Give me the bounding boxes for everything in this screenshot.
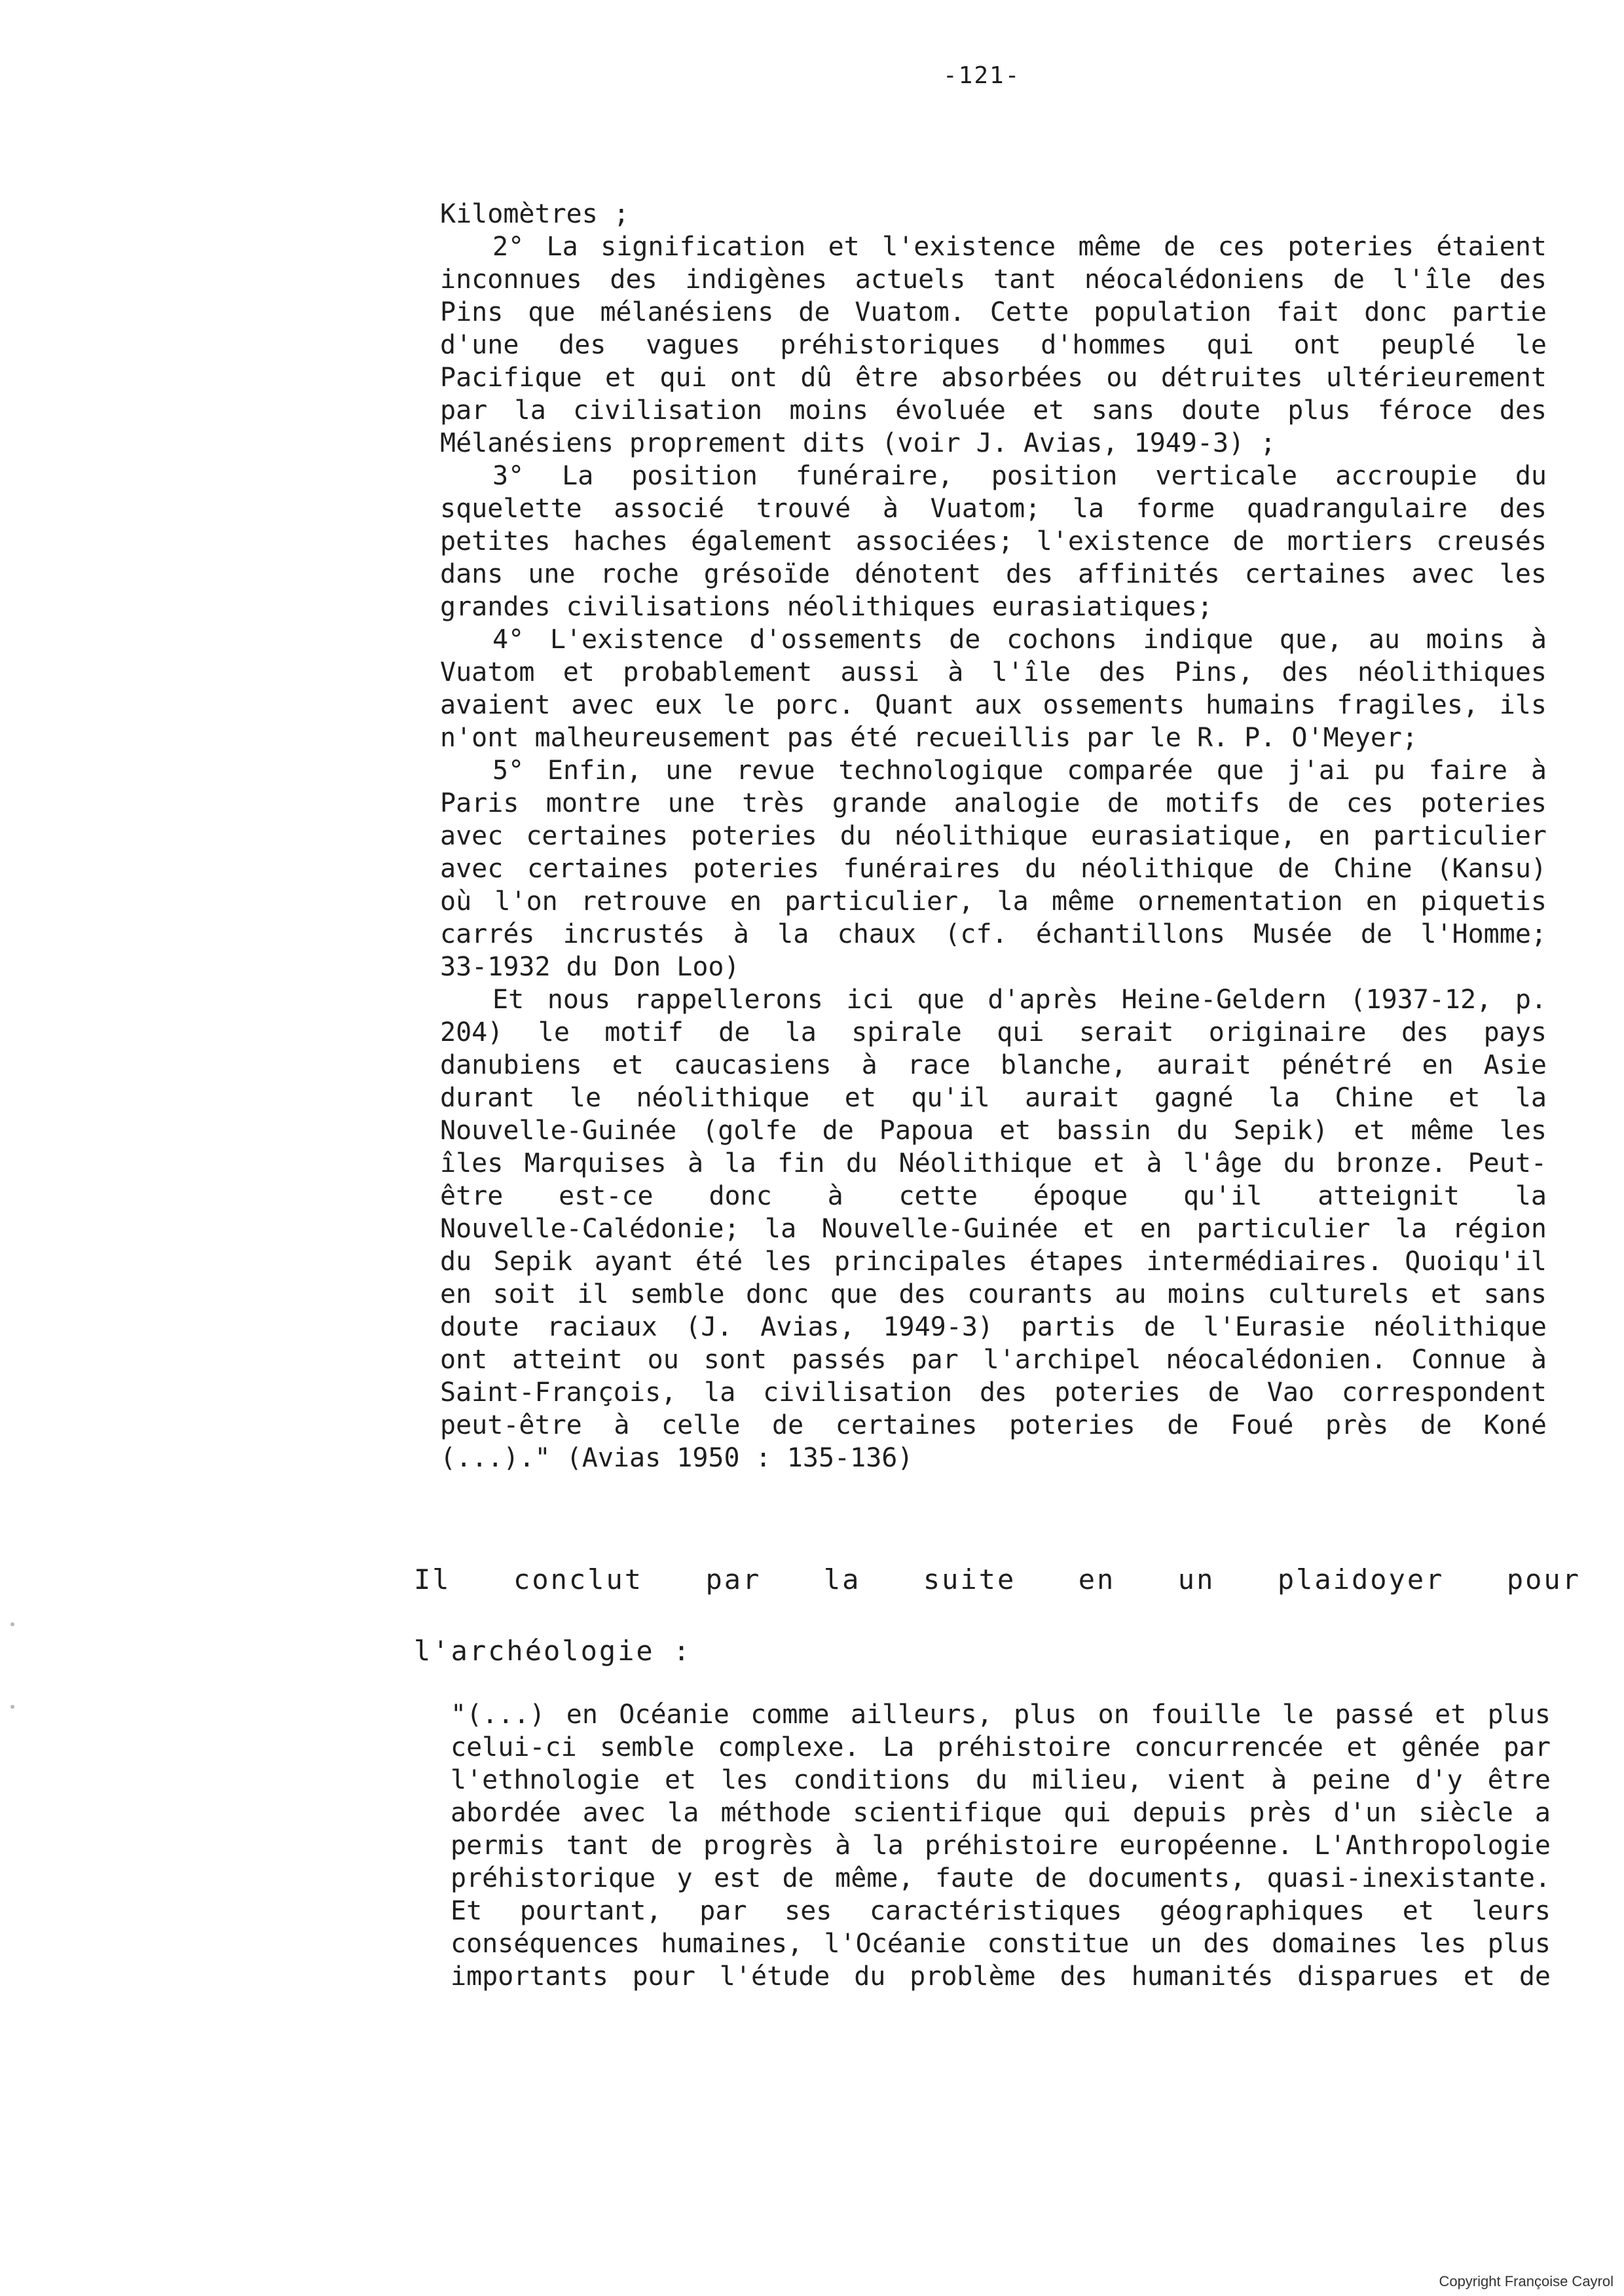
quote-line: avec certaines poteries du néolithique eurasiatique, en particulier <box>440 821 1547 851</box>
quote-line: permis tant de progrès à la préhistoire européenne. L'Anthropologie <box>451 1831 1551 1861</box>
quote-line: importants pour l'étude du problème des humanités disparues et de <box>451 1961 1551 1992</box>
quote-line: Nouvelle-Guinée (golfe de Papoua et bassin du Sepik) et même les <box>440 1116 1547 1146</box>
quote-line: d'une des vagues préhistoriques d'hommes qui ont peuplé le <box>440 330 1547 360</box>
quote-block-oceanie <box>451 1698 1551 1993</box>
quote-line: avec certaines poteries funéraires du néolithique de Chine (Kansu) <box>440 854 1547 884</box>
quote-line: dans une roche grésoïde dénotent des affinités certaines avec les <box>440 559 1547 589</box>
copyright-notice: Copyright Françoise Cayrol <box>1439 2273 1614 2289</box>
quote-line: celui-ci semble complexe. La préhistoire concurrencée et gênée par <box>451 1732 1551 1762</box>
quote-line: être est-ce donc à cette époque qu'il atteignit la <box>440 1181 1547 1211</box>
quote-line: grandes civilisations néolithiques eurasiatiques; <box>440 592 1213 622</box>
quote-line: peut-être à celle de certaines poteries de Foué près de Koné <box>440 1410 1547 1440</box>
quote-line: "(...) en Océanie comme ailleurs, plus on fouille le passé et plus <box>451 1700 1551 1730</box>
quote-line: îles Marquises à la fin du Néolithique et à l'âge du bronze. Peut- <box>440 1148 1547 1178</box>
quote-line: par la civilisation moins évoluée et sans doute plus féroce des <box>440 395 1547 426</box>
quote-line: (...)." (Avias 1950 : 135-136) <box>440 1443 913 1473</box>
scan-speck <box>10 1622 14 1626</box>
quote-line: en soit il semble donc que des courants au moins culturels et sans <box>440 1279 1547 1309</box>
quote-line: Pacifique et qui ont dû être absorbées ou détruites ultérieurement <box>440 363 1547 393</box>
quote-line: petites haches également associées; l'existence de mortiers creusés <box>440 526 1547 556</box>
quote-line: Pins que mélanésiens de Vuatom. Cette population fait donc partie <box>440 297 1547 327</box>
quote-line: ont atteint ou sont passés par l'archipel néocalédonien. Connue à <box>440 1345 1547 1375</box>
quote-line: Kilomètres ; <box>440 199 629 229</box>
quote-line: Et pourtant, par ses caractéristiques géographiques et leurs <box>451 1896 1551 1926</box>
quote-line: 3° La position funéraire, position verticale accroupie du <box>492 461 1547 491</box>
quote-line: 2° La signification et l'existence même de ces poteries étaient <box>492 232 1547 262</box>
quote-line: préhistorique y est de même, faute de documents, quasi-inexistante. <box>451 1863 1551 1893</box>
quote-block-avias <box>440 198 1547 1474</box>
quote-line: Saint-François, la civilisation des poteries de Vao correspondent <box>440 1377 1547 1408</box>
scan-speck <box>10 1705 14 1709</box>
quote-line: où l'on retrouve en particulier, la même ornementation en piquetis <box>440 886 1547 917</box>
body-text-line: Il conclut par la suite en un plaidoyer pour <box>414 1563 1581 1595</box>
quote-line: squelette associé trouvé à Vuatom; la forme quadrangulaire des <box>440 494 1547 524</box>
quote-line: 33-1932 du Don Loo) <box>440 952 740 982</box>
quote-line: 5° Enfin, une revue technologique comparée que j'ai pu faire à <box>492 756 1547 786</box>
quote-line: Nouvelle-Calédonie; la Nouvelle-Guinée et en particulier la région <box>440 1214 1547 1244</box>
quote-line: conséquences humaines, l'Océanie constitue un des domaines les plus <box>451 1929 1551 1959</box>
quote-line: du Sepik ayant été les principales étapes intermédiaires. Quoiqu'il <box>440 1247 1547 1277</box>
quote-line: 4° L'existence d'ossements de cochons indique que, au moins à <box>492 625 1547 655</box>
body-text-line: l'archéologie : <box>414 1635 692 1667</box>
quote-line: Paris montre une très grande analogie de motifs de ces poteries <box>440 788 1547 818</box>
quote-line: abordée avec la méthode scientifique qui depuis près d'un siècle a <box>451 1798 1551 1828</box>
quote-line: Vuatom et probablement aussi à l'île des Pins, des néolithiques <box>440 657 1547 687</box>
quote-line: n'ont malheureusement pas été recueillis par le R. P. O'Meyer; <box>440 723 1418 753</box>
quote-line: doute raciaux (J. Avias, 1949-3) partis de l'Eurasie néolithique <box>440 1312 1547 1342</box>
quote-line: Et nous rappellerons ici que d'après Heine-Geldern (1937-12, p. <box>492 985 1547 1015</box>
quote-line: danubiens et caucasiens à race blanche, aurait pénétré en Asie <box>440 1050 1547 1080</box>
quote-line: carrés incrustés à la chaux (cf. échantillons Musée de l'Homme; <box>440 919 1547 949</box>
quote-line: 204) le motif de la spirale qui serait originaire des pays <box>440 1017 1547 1048</box>
quote-line: Mélanésiens proprement dits (voir J. Avias, 1949-3) ; <box>440 428 1276 458</box>
quote-line: avaient avec eux le porc. Quant aux ossements humains fragiles, ils <box>440 690 1547 720</box>
quote-line: durant le néolithique et qu'il aurait gagné la Chine et la <box>440 1083 1547 1113</box>
page-number: -121- <box>943 62 1021 89</box>
quote-line: inconnues des indigènes actuels tant néocalédoniens de l'île des <box>440 264 1547 295</box>
quote-line: l'ethnologie et les conditions du milieu, vient à peine d'y être <box>451 1765 1551 1795</box>
